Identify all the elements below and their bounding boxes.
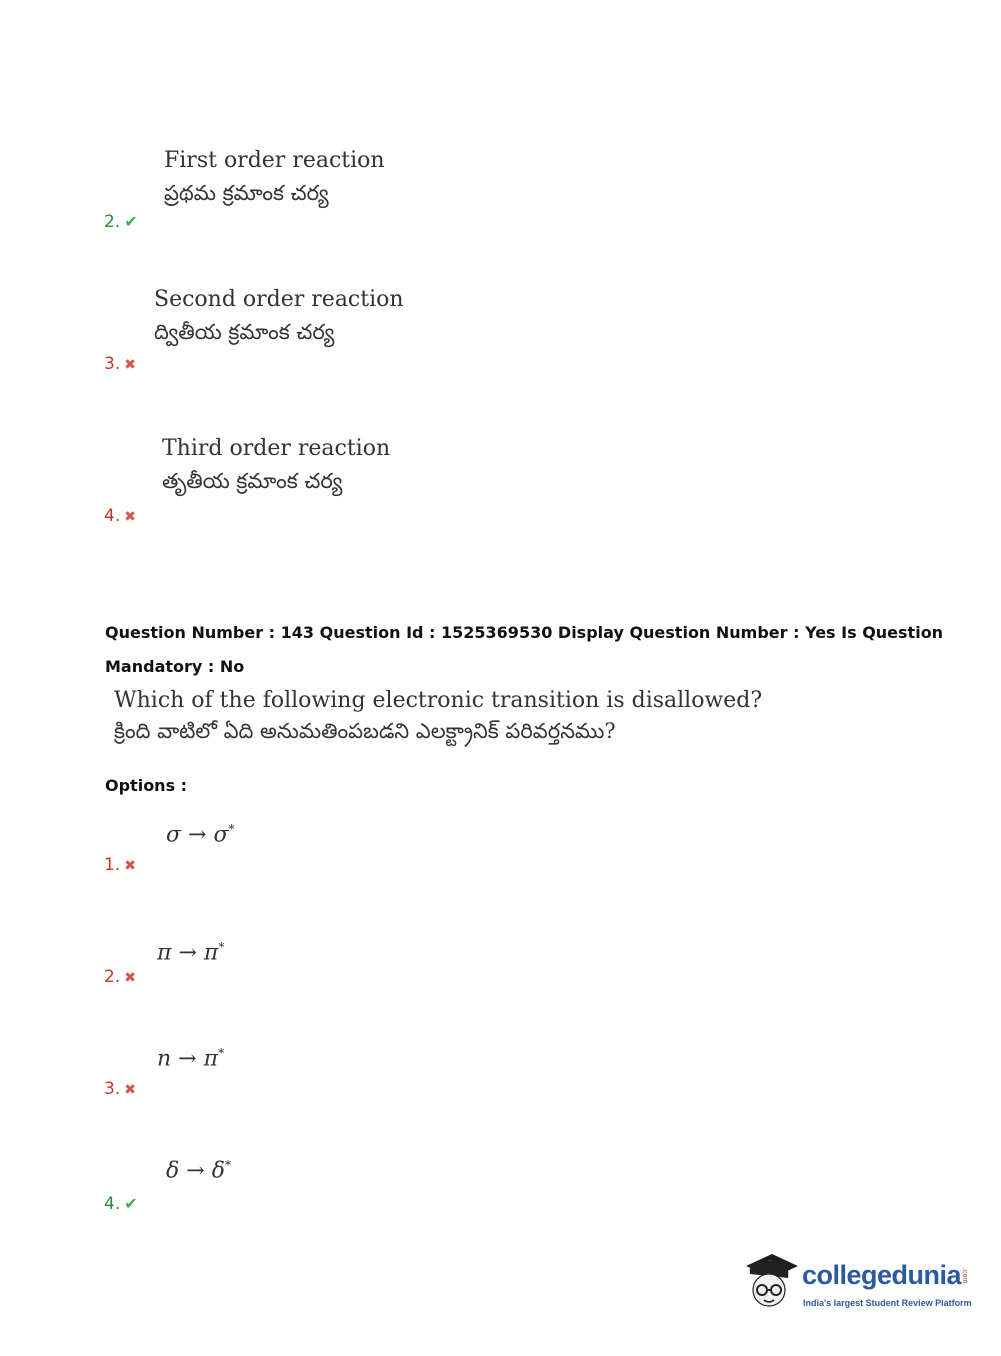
- option-text-te: ప్రథమ క్రమాంక చర్య: [164, 181, 329, 205]
- formula-from: π: [157, 940, 172, 966]
- prev-option-4-content: [162, 436, 390, 499]
- option-number: 4.: [104, 1194, 121, 1214]
- formula-from: n: [157, 1046, 172, 1072]
- prev-option-2-content: [164, 148, 385, 211]
- question-meta-line2: Mandatory : No: [105, 657, 245, 676]
- options-label: Options :: [105, 776, 188, 795]
- formula-star: *: [228, 822, 235, 836]
- formula-star: *: [224, 1158, 231, 1172]
- cross-icon: ✖: [124, 1082, 136, 1098]
- option-2-label: [104, 967, 136, 987]
- formula-from: σ: [166, 822, 182, 848]
- formula-arrow: →: [188, 822, 207, 848]
- option-1-label: [104, 855, 136, 875]
- question-meta-line1: Question Number : 143 Question Id : 1525369530 Display Question Number : Yes Is Question: [105, 623, 944, 642]
- question-text-te: క్రింది వాటిలో ఏది అనుమతింపబడని ఎలక్ట్రానిక్ పరివర్తనము?: [114, 719, 616, 743]
- formula-star: *: [218, 940, 225, 954]
- option-number: 3.: [104, 1079, 121, 1099]
- formula-to: σ: [213, 822, 229, 848]
- option-3-label: [104, 1079, 136, 1099]
- prev-option-2-label: [104, 212, 138, 232]
- logo-suffix: .com: [961, 1268, 968, 1284]
- collegedunia-logo: [742, 1250, 977, 1320]
- question-text: [114, 688, 762, 749]
- option-text-te: ద్వితీయ క్రమాంక చర్య: [154, 320, 335, 344]
- formula-arrow: →: [186, 1158, 205, 1184]
- prev-option-3-label: [104, 354, 136, 374]
- option-text-te: తృతీయ క్రమాంక చర్య: [162, 469, 343, 493]
- option-1-formula: [166, 822, 235, 847]
- cross-icon: ✖: [124, 858, 136, 874]
- formula-to: π: [203, 940, 219, 966]
- option-3-formula: [157, 1046, 224, 1071]
- check-icon: ✔: [124, 212, 138, 231]
- option-4-label: [104, 1194, 138, 1214]
- check-icon: ✔: [124, 1194, 138, 1213]
- prev-option-3-content: [154, 287, 404, 350]
- cross-icon: ✖: [124, 970, 136, 986]
- formula-arrow: →: [178, 1046, 197, 1072]
- logo-name: collegedunia: [802, 1260, 962, 1290]
- option-text-en: Second order reaction: [154, 287, 404, 312]
- option-4-formula: [166, 1158, 231, 1183]
- cross-icon: ✖: [124, 357, 136, 373]
- option-number: 1.: [104, 855, 121, 875]
- mascot-icon: [742, 1250, 800, 1316]
- option-number: 3.: [104, 354, 121, 374]
- formula-to: π: [203, 1046, 219, 1072]
- logo-tagline: India's largest Student Review Platform: [803, 1298, 972, 1308]
- option-number: 2.: [104, 212, 121, 232]
- cross-icon: ✖: [124, 509, 136, 525]
- formula-to: δ: [211, 1158, 225, 1184]
- prev-option-4-label: [104, 506, 136, 526]
- option-text-en: First order reaction: [164, 148, 385, 173]
- option-number: 2.: [104, 967, 121, 987]
- question-text-en: Which of the following electronic transition is disallowed?: [114, 688, 763, 713]
- option-text-en: Third order reaction: [162, 436, 391, 461]
- formula-from: δ: [166, 1158, 180, 1184]
- option-number: 4.: [104, 506, 121, 526]
- formula-star: *: [218, 1046, 225, 1060]
- formula-arrow: →: [178, 940, 197, 966]
- option-2-formula: [157, 940, 224, 965]
